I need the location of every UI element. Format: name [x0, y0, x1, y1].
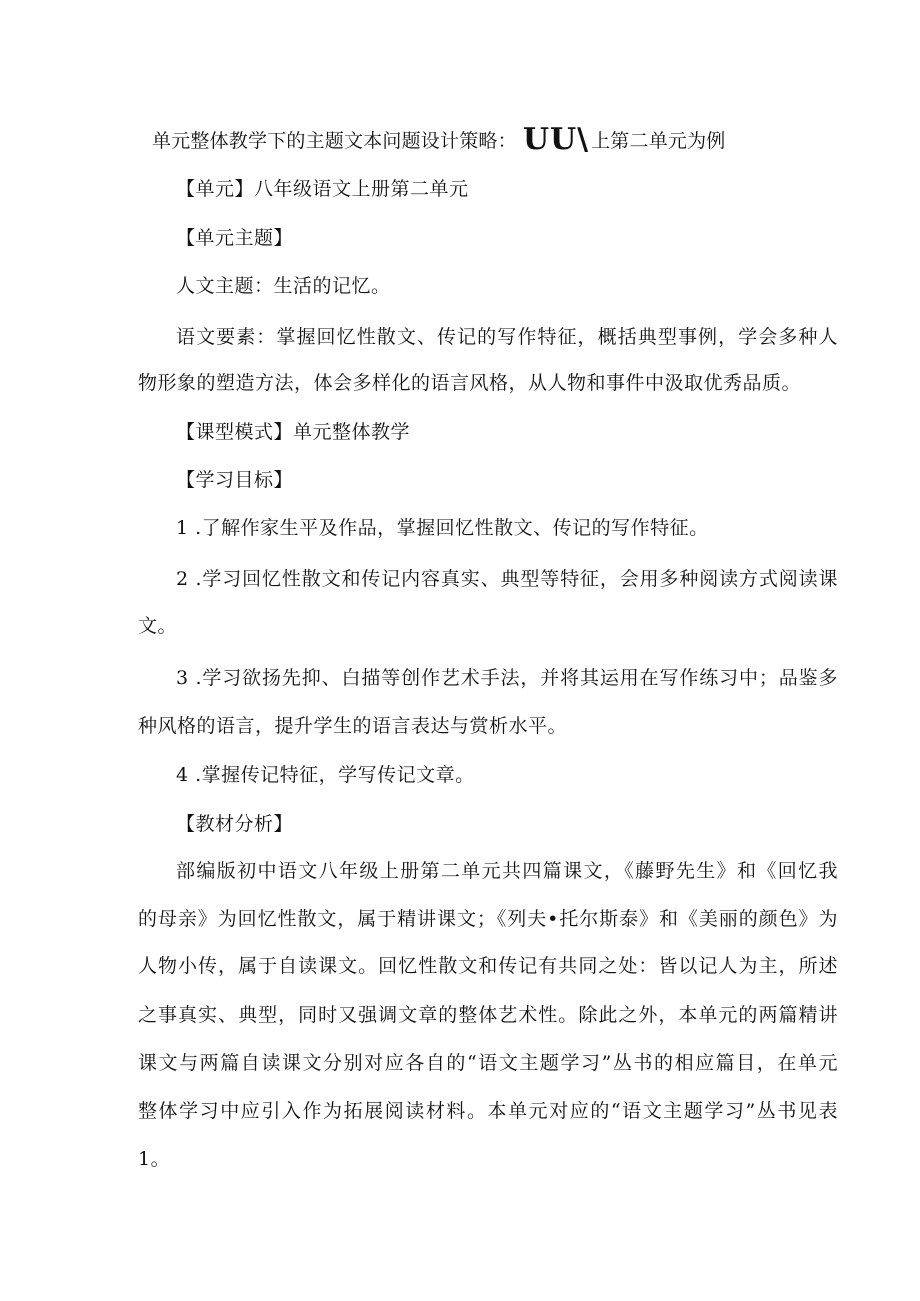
language-elements-line-2: 物形象的塑造方法，体会多样化的语言风格，从人物和事件中汲取优秀品质。 [138, 372, 802, 394]
humanities-theme: 人文主题：生活的记忆。 [176, 275, 391, 297]
goal-4: 4 .掌握传记特征，学写传记文章。 [176, 764, 475, 786]
goal-3-line-2: 种风格的语言，提升学生的语言表达与赏析水平。 [138, 715, 568, 737]
document-title [152, 122, 726, 157]
goals-heading: 【学习目标】 [176, 469, 294, 491]
course-mode: 【课型模式】单元整体教学 [176, 421, 411, 443]
goal-3-line-1: 3 .学习欲扬先抑、白描等创作艺术手法，并将其运用在写作练习中；品鉴多 [176, 667, 838, 689]
goal-1: 1 .了解作家生平及作品，掌握回忆性散文、传记的写作特征。 [176, 517, 709, 539]
theme-heading: 【单元主题】 [176, 227, 294, 249]
analysis-line-1: 部编版初中语文八年级上册第二单元共四篇课文，《藤野先生》和《回忆我 [176, 860, 838, 882]
language-elements-line-1: 语文要素：掌握回忆性散文、传记的写作特征，概括典型事例，学会多种人 [176, 326, 838, 348]
title-part-1: 单元整体教学下的主题文本问题设计策略： [152, 130, 517, 152]
analysis-line-7: 1。 [138, 1148, 171, 1170]
analysis-line-6: 整体学习中应引入作为拓展阅读材料。本单元对应的“语文主题学习”丛书见表 [138, 1100, 838, 1122]
analysis-line-5: 课文与两篇自读课文分别对应各自的“语文主题学习”丛书的相应篇目，在单元 [138, 1052, 838, 1074]
analysis-heading: 【教材分析】 [176, 813, 294, 835]
analysis-line-4: 之事真实、典型，同时又强调文章的整体艺术性。除此之外，本单元的两篇精讲 [138, 1004, 838, 1026]
goal-2-line-2: 文。 [138, 615, 178, 637]
title-garbled-glyph: UU\ [522, 122, 590, 157]
analysis-line-3: 人物小传，属于自读课文。回忆性散文和传记有共同之处：皆以记人为主，所述 [138, 955, 838, 977]
unit-line: 【单元】八年级语文上册第二单元 [176, 178, 469, 200]
title-part-2: 上第二单元为例 [591, 130, 726, 152]
analysis-line-2: 的母亲》为回忆性散文，属于精讲课文；《列夫•托尔斯泰》和《美丽的颜色》为 [138, 908, 838, 930]
goal-2-line-1: 2 .学习回忆性散文和传记内容真实、典型等特征，会用多种阅读方式阅读课 [176, 568, 838, 590]
